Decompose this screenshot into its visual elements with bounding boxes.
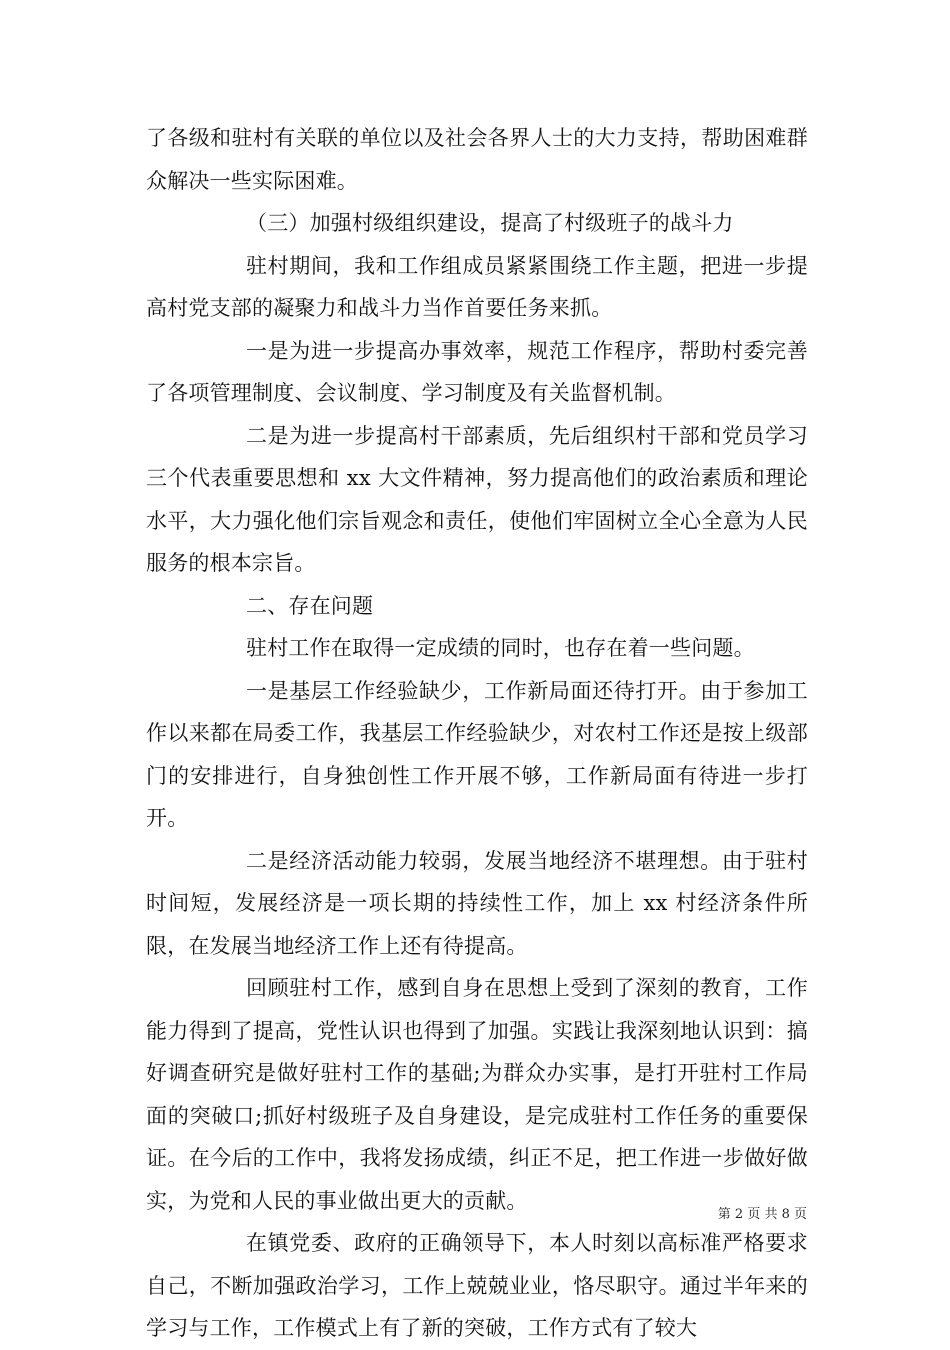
page-number: 第 2 页 共 8 页 [717, 1207, 807, 1222]
paragraph-9: 二是经济活动能力较弱，发展当地经济不堪理想。由于驻村时间短，发展经济是一项长期的持续性工作，加上 xx 村经济条件所限，在发展当地经济工作上还有待提高。 [146, 848, 808, 958]
section-heading-3: （三）加强村级组织建设，提高了村级班子的战斗力 [246, 211, 734, 235]
paragraph-8: 一是基层工作经验缺少，工作新局面还待打开。由于参加工作以来都在局委工作，我基层工作经验缺少，对农村工作还是按上级部门的安排进行，自身独创性工作开展不够，工作新局面有待进一步打开。 [146, 678, 808, 830]
paragraph-11: 在镇党委、政府的正确领导下，本人时刻以高标准严格要求自己，不断加强政治学习，工作上兢兢业业，恪尽职守。通过半年来的学习与工作，工作模式上有了新的突破，工作方式有了较大 [146, 1231, 808, 1340]
document-body [146, 117, 808, 1350]
paragraph-1: 了各级和驻村有关联的单位以及社会各界人士的大力支持，帮助困难群众解决一些实际困难。 [146, 126, 808, 193]
paragraph-10: 回顾驻村工作，感到自身在思想上受到了深刻的教育，工作能力得到了提高，党性认识也得到了加强。实践让我深刻地认识到：搞好调查研究是做好驻村工作的基础;为群众办实事，是打开驻村工作局面的突破口;抓好村级班子及自身建设，是完成驻村工作任务的重要保证。在今后的工作中，我将发扬成绩，纠正不足，把工作进一步做好做实，为党和人民的事业做出更大的贡献。 [146, 976, 808, 1213]
paragraph-4: 一是为进一步提高办事效率，规范工作程序，帮助村委完善了各项管理制度、会议制度、学习制度及有关监督机制。 [146, 338, 808, 405]
paragraph-5: 二是为进一步提高村干部素质，先后组织村干部和党员学习三个代表重要思想和 xx 大文件精神，努力提高他们的政治素质和理论水平，大力强化他们宗旨观念和责任，使他们牢固树立全心全意为人民服务的根本宗旨。 [146, 423, 808, 575]
paragraph-7: 驻村工作在取得一定成绩的同时，也存在着一些问题。 [246, 636, 755, 660]
section-heading-problems: 二、存在问题 [246, 593, 374, 618]
paragraph-3: 驻村期间，我和工作组成员紧紧围绕工作主题，把进一步提高村党支部的凝聚力和战斗力当作首要任务来抓。 [146, 253, 808, 320]
